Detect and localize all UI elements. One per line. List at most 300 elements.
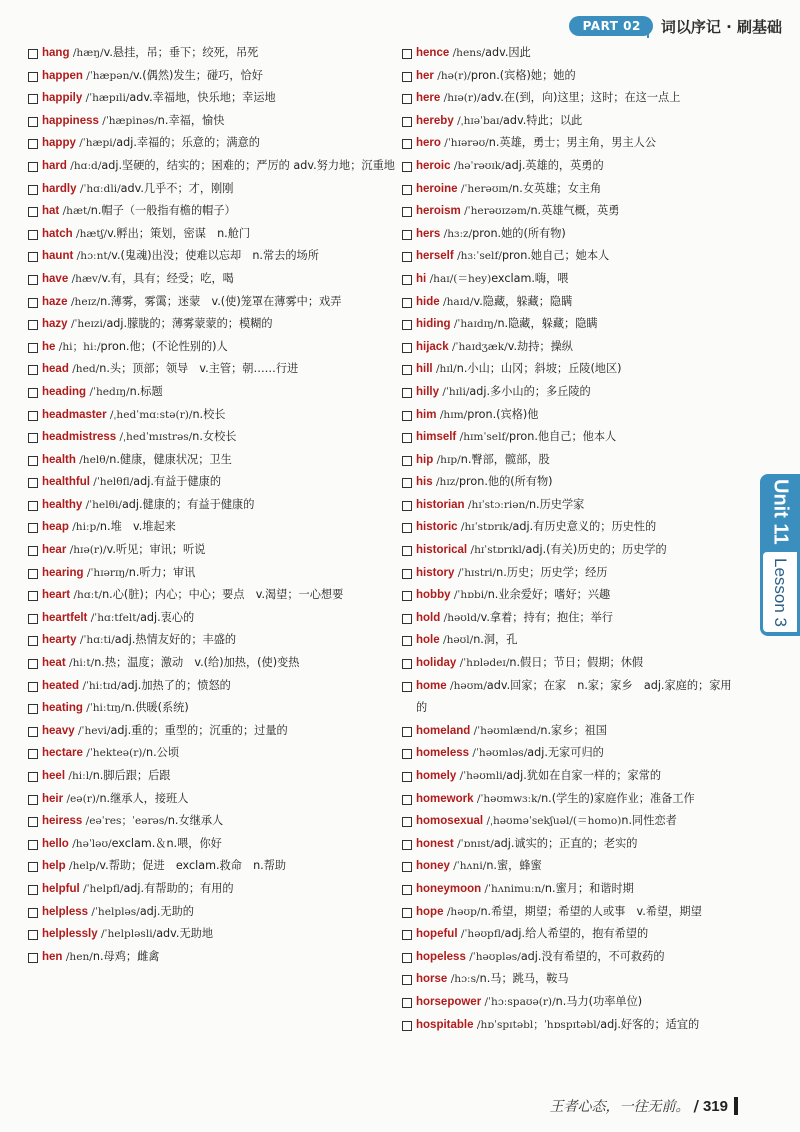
vocab-word: hospitable	[416, 1018, 474, 1031]
vocab-definition: adj.没有希望的，不可救药的	[520, 949, 665, 963]
vocab-definition: adj.有帮助的；有用的	[123, 881, 234, 895]
vocab-definition: v.劫持；操纵	[507, 339, 573, 353]
vocab-phonetic: /ˈhɑːti/	[76, 634, 115, 647]
vocab-entry	[28, 42, 396, 65]
vocab-definition: adv.幸福地，快乐地；幸运地	[129, 91, 276, 105]
vocab-entry	[402, 607, 732, 630]
checkbox[interactable]	[28, 908, 38, 918]
checkbox[interactable]	[402, 275, 412, 285]
checkbox[interactable]	[402, 365, 412, 375]
checkbox[interactable]	[28, 320, 38, 330]
vocab-phonetic: /hɑːt/	[70, 589, 103, 602]
checkbox[interactable]	[28, 795, 38, 805]
vocab-phonetic: /hɔːs/	[447, 973, 480, 986]
vocab-word: hip	[416, 453, 434, 466]
left-column	[28, 42, 396, 968]
checkbox[interactable]	[402, 908, 412, 918]
vocab-entry	[28, 426, 396, 449]
vocab-word: hang	[42, 47, 70, 59]
checkbox[interactable]	[402, 433, 412, 443]
vocab-entry	[28, 155, 396, 178]
checkbox[interactable]	[28, 569, 38, 579]
vocab-definition: adj.热情友好的；丰盛的	[114, 633, 237, 647]
vocab-definition: n.马力(功率单位)	[555, 994, 643, 1008]
vocab-entry	[28, 404, 396, 427]
vocab-word: have	[42, 272, 69, 285]
checkbox[interactable]	[28, 117, 38, 127]
vocab-phonetic: /ˈhæpɪli/	[82, 92, 130, 105]
vocab-entry	[402, 268, 732, 291]
checkbox[interactable]	[402, 682, 412, 692]
vocab-definition: n.臀部，髋部，股	[460, 452, 550, 466]
vocab-phonetic: /ˈhɪərɪŋ/	[83, 566, 129, 579]
vocab-phonetic: /hə(r)/	[433, 69, 471, 82]
vocab-word: holiday	[416, 657, 457, 670]
vocab-definition: n.业余爱好；嗜好；兴趣	[487, 588, 611, 602]
vocab-word: heap	[42, 521, 69, 534]
checkbox[interactable]	[28, 72, 38, 82]
vocab-word: health	[42, 453, 76, 466]
vocab-entry	[402, 200, 732, 223]
vocab-word: head	[42, 363, 69, 376]
lesson-label: Lesson 3	[763, 552, 797, 632]
vocab-phonetic: /hæv/	[68, 272, 102, 285]
page-number-bar	[734, 1097, 738, 1115]
vocab-definition: adj.有益于健康的	[133, 475, 222, 489]
vocab-entry	[402, 494, 732, 517]
vocab-entry	[402, 223, 732, 246]
vocab-word: heart	[42, 589, 71, 602]
vocab-definition: n.家乡；祖国	[540, 723, 607, 737]
vocab-definition: n.继承人，接班人	[99, 791, 189, 805]
vocab-definition: adj.衷心的	[140, 610, 195, 624]
checkbox[interactable]	[28, 343, 38, 353]
vocab-entry	[402, 562, 732, 585]
vocab-definition: n.母鸡；雌禽	[92, 949, 160, 963]
vocab-word: heir	[42, 792, 64, 805]
vocab-word: hatch	[42, 227, 73, 240]
vocab-phonetic: /hɪə(r)/	[66, 544, 107, 557]
vocab-entry	[402, 178, 732, 201]
checkbox[interactable]	[28, 478, 38, 488]
vocab-phonetic: /hɜːz/	[440, 227, 473, 240]
vocab-phonetic: /ˈhɪli/	[439, 385, 470, 398]
vocab-entry	[402, 404, 732, 427]
checkbox[interactable]	[28, 411, 38, 421]
vocab-entry	[402, 968, 732, 991]
vocab-phonetic: /ˈheɪzi/	[67, 318, 107, 331]
checkbox[interactable]	[402, 230, 412, 240]
vocab-entry	[402, 901, 732, 924]
vocab-definition: n.历史学家	[528, 497, 585, 511]
vocab-phonetic: /hens/	[449, 47, 486, 59]
vocab-phonetic: /hɪə(r)/	[440, 92, 481, 105]
vocab-word: horsepower	[416, 995, 482, 1008]
vocab-entry	[28, 901, 396, 924]
checkbox[interactable]	[402, 659, 412, 669]
vocab-definition: n.希望，期望；希望的人或事 v.希望，期望	[480, 904, 702, 918]
checkbox[interactable]	[402, 117, 412, 127]
vocab-entry	[402, 675, 732, 720]
vocab-entry	[28, 268, 396, 291]
vocab-definition: n.洞，孔	[473, 633, 518, 647]
vocab-definition: v.拿着；持有；抱住；举行	[480, 610, 613, 624]
checkbox[interactable]	[28, 49, 38, 59]
checkbox[interactable]	[402, 636, 412, 646]
vocab-word: hold	[416, 611, 441, 624]
checkbox[interactable]	[402, 727, 412, 737]
checkbox[interactable]	[28, 365, 38, 375]
checkbox[interactable]	[28, 523, 38, 533]
vocab-word: hiding	[416, 318, 451, 331]
vocab-definition: v.(偶然)发生；碰巧，恰好	[132, 68, 263, 82]
vocab-phonetic: /ˈhelθfl/	[89, 476, 134, 489]
checkbox[interactable]	[28, 456, 38, 466]
vocab-entry	[28, 742, 396, 765]
vocab-entry	[402, 855, 732, 878]
vocab-phonetic: /ˈhɒlədeɪ/	[456, 657, 510, 670]
vocab-entry	[402, 87, 732, 110]
checkbox[interactable]	[402, 749, 412, 759]
vocab-word: hello	[42, 837, 69, 850]
vocab-phonetic: /ˌhəʊməˈsekʃuəl/(＝homo)	[483, 815, 622, 828]
vocab-word: hearty	[42, 634, 77, 647]
checkbox[interactable]	[28, 862, 38, 872]
vocab-phonetic: /ˌhedˈmɪstrəs/	[116, 431, 193, 444]
vocab-word: heavy	[42, 724, 75, 737]
vocab-phonetic: /hæŋ/	[69, 47, 104, 59]
checkbox[interactable]	[402, 546, 412, 556]
vocab-word: heading	[42, 385, 87, 398]
vocab-entry	[402, 652, 732, 675]
vocab-phonetic: /helθ/	[75, 453, 110, 466]
checkbox[interactable]	[402, 478, 412, 488]
vocab-entry	[28, 675, 396, 698]
vocab-definition: n.假日；节日；假期；休假	[509, 656, 644, 670]
vocab-definition: v.(鬼魂)出没；使难以忘却 n.常去的场所	[111, 249, 319, 263]
checkbox[interactable]	[402, 795, 412, 805]
vocab-definition: n.热；温度；激动 v.(给)加热，(使)变热	[94, 656, 300, 670]
checkbox[interactable]	[402, 569, 412, 579]
vocab-word: heel	[42, 770, 66, 782]
checkbox[interactable]	[402, 456, 412, 466]
vocab-word: haunt	[42, 250, 74, 263]
checkbox[interactable]	[402, 975, 412, 985]
vocab-definition: adv.无助地	[156, 927, 214, 941]
checkbox[interactable]	[28, 953, 38, 963]
checkbox[interactable]	[402, 591, 412, 601]
vocab-definition: n.脚后跟；后跟	[92, 769, 171, 782]
vocab-phonetic: /hɪˈstɒrɪkl/	[467, 544, 526, 557]
checkbox[interactable]	[402, 772, 412, 782]
checkbox[interactable]	[28, 162, 38, 172]
vocab-entry	[402, 991, 732, 1014]
checkbox[interactable]	[28, 252, 38, 262]
checkbox[interactable]	[28, 275, 38, 285]
checkbox[interactable]	[402, 72, 412, 82]
vocab-definition: adj.重的；重型的；沉重的；过量的	[110, 723, 288, 737]
vocab-entry	[28, 178, 396, 201]
checkbox[interactable]	[402, 162, 412, 172]
vocab-definition: adv.因此	[485, 46, 531, 59]
vocab-definition: adv.特此；以此	[503, 113, 583, 127]
vocab-phonetic: /hɒˈspɪtəbl；ˈhɒspɪtəbl/	[473, 1018, 601, 1031]
checkbox[interactable]	[402, 614, 412, 624]
vocab-phonetic: /ˈhəʊmwɜːk/	[473, 792, 542, 805]
vocab-definition: n.女英雄；女主角	[512, 181, 602, 195]
checkbox[interactable]	[28, 433, 38, 443]
checkbox[interactable]	[402, 998, 412, 1008]
vocab-word: homeland	[416, 724, 471, 737]
vocab-definition: n.薄雾，雾霭；迷蒙 v.(使)笼罩在薄雾中；戏弄	[100, 294, 342, 308]
vocab-entry	[402, 539, 732, 562]
vocab-entry	[28, 810, 396, 833]
vocab-word: heroic	[416, 159, 451, 172]
vocab-word: happen	[42, 69, 83, 82]
checkbox[interactable]	[402, 523, 412, 533]
checkbox[interactable]	[28, 388, 38, 398]
vocab-definition: adj.朦胧的；薄雾蒙蒙的；模糊的	[106, 317, 273, 331]
vocab-entry	[402, 765, 732, 788]
checkbox[interactable]	[402, 388, 412, 398]
vocab-phonetic: /ˈhʌnimuːn/	[481, 882, 545, 895]
vocab-word: hard	[42, 159, 67, 172]
vocab-entry	[28, 720, 396, 743]
checkbox[interactable]	[402, 930, 412, 940]
vocab-definition: n.蜜月；和谐时期	[544, 881, 634, 895]
vocab-word: his	[416, 476, 433, 489]
vocab-entry	[402, 810, 732, 833]
checkbox[interactable]	[28, 298, 38, 308]
vocab-definition: adv.回家；在家 n.家；家乡 adj.家庭的；家用的	[416, 678, 732, 715]
checkbox[interactable]	[28, 682, 38, 692]
checkbox[interactable]	[402, 320, 412, 330]
vocab-phonetic: /ˈhʌni/	[449, 860, 487, 873]
vocab-phonetic: /ˈhɪərəʊ/	[440, 137, 489, 150]
vocab-word: historical	[416, 544, 468, 557]
vocab-word: help	[42, 860, 66, 873]
checkbox[interactable]	[28, 930, 38, 940]
vocab-entry	[402, 291, 732, 314]
vocab-definition: pron.他自己；他本人	[508, 430, 617, 444]
vocab-definition: adj.犹如在自家一样的；家常的	[506, 769, 662, 782]
checkbox[interactable]	[402, 343, 412, 353]
vocab-definition: exclam.＆n.喂，你好	[111, 836, 222, 850]
vocab-entry	[402, 629, 732, 652]
checkbox[interactable]	[28, 817, 38, 827]
vocab-entry	[28, 788, 396, 811]
checkbox[interactable]	[28, 230, 38, 240]
checkbox[interactable]	[28, 772, 38, 782]
vocab-word: him	[416, 408, 437, 421]
vocab-entry	[28, 697, 396, 720]
checkbox[interactable]	[28, 139, 38, 149]
vocab-definition: v.悬挂，吊；垂下；绞死，吊死	[103, 46, 259, 59]
vocab-phonetic: /həʊm/	[446, 679, 487, 692]
checkbox[interactable]	[402, 840, 412, 850]
checkbox[interactable]	[28, 727, 38, 737]
vocab-phonetic: /hɪmˈself/	[456, 431, 509, 444]
vocab-phonetic: /ˈhɑːdli/	[76, 182, 121, 195]
vocab-entry	[402, 946, 732, 969]
vocab-definition: adj.英雄的，英勇的	[504, 158, 604, 172]
vocab-word: helpless	[42, 905, 89, 918]
vocab-phonetic: /ˈherəʊɪzəm/	[460, 205, 531, 218]
vocab-word: helpful	[42, 882, 80, 895]
checkbox[interactable]	[402, 94, 412, 104]
vocab-word: honest	[416, 837, 454, 850]
checkbox[interactable]	[402, 298, 412, 308]
vocab-entry	[28, 923, 396, 946]
checkbox[interactable]	[402, 252, 412, 262]
checkbox[interactable]	[402, 1021, 412, 1031]
checkbox[interactable]	[402, 207, 412, 217]
vocab-phonetic: /hen/	[62, 950, 93, 963]
page-footer	[549, 1096, 738, 1116]
vocab-entry	[402, 110, 732, 133]
page-header	[569, 13, 782, 39]
checkbox[interactable]	[402, 185, 412, 195]
vocab-entry	[28, 516, 396, 539]
vocab-definition: n.校长	[192, 407, 226, 421]
vocab-word: hers	[416, 227, 441, 240]
vocab-word: here	[416, 92, 441, 105]
vocab-definition: adj.坚硬的，结实的；困难的；严厉的 adv.努力地；沉重地	[101, 158, 395, 172]
vocab-phonetic: /hɪz/	[432, 476, 459, 489]
checkbox[interactable]	[402, 953, 412, 963]
vocab-entry	[28, 584, 396, 607]
vocab-phonetic: /ˈɒnɪst/	[453, 837, 494, 850]
vocab-word: her	[416, 69, 434, 82]
vocab-definition: n.幸福，愉快	[157, 113, 225, 127]
vocab-word: happily	[42, 92, 83, 105]
checkbox[interactable]	[28, 749, 38, 759]
vocab-definition: n.女继承人	[167, 814, 224, 828]
vocab-phonetic: /ˈhedɪŋ/	[86, 385, 130, 398]
vocab-entry	[402, 358, 732, 381]
vocab-entry	[402, 516, 732, 539]
right-column	[402, 42, 732, 1036]
checkbox[interactable]	[28, 840, 38, 850]
checkbox[interactable]	[28, 185, 38, 195]
part-badge: PART 02	[569, 16, 653, 36]
page-number: 319	[702, 1097, 728, 1115]
vocab-entry	[402, 426, 732, 449]
checkbox[interactable]	[28, 546, 38, 556]
vocab-entry	[28, 562, 396, 585]
vocab-word: heiress	[42, 815, 83, 828]
vocab-word: headmaster	[42, 408, 107, 421]
vocab-phonetic: /heɪz/	[67, 295, 101, 308]
vocab-phonetic: /ˈhelpfl/	[79, 882, 124, 895]
vocab-word: hence	[416, 47, 450, 59]
vocab-phonetic: /help/	[65, 860, 100, 873]
vocab-phonetic: /ˈhɑːtfelt/	[87, 611, 141, 624]
vocab-definition: n.供暖(系统)	[124, 701, 189, 715]
vocab-word: headmistress	[42, 431, 117, 444]
vocab-word: heroine	[416, 182, 458, 195]
checkbox[interactable]	[402, 49, 412, 59]
vocab-definition: n.心(脏)；内心；中心；要点 v.渴望；一心想要	[102, 588, 344, 602]
vocab-phonetic: /ˈhɔːspaʊə(r)/	[481, 995, 556, 1008]
vocab-phonetic: /ˈhɒbi/	[450, 589, 488, 602]
vocab-entry	[402, 878, 732, 901]
vocab-definition: n.同性恋者	[621, 814, 677, 828]
vocab-definition: adj.有历史意义的；历史性的	[512, 520, 657, 534]
vocab-definition: n.小山；山冈；斜坡；丘陵(地区)	[456, 362, 622, 376]
vocab-phonetic: /hiːl/	[65, 770, 93, 782]
checkbox[interactable]	[402, 885, 412, 895]
vocab-word: helplessly	[42, 928, 98, 941]
vocab-phonetic: /ˈhelθi/	[82, 498, 122, 511]
vocab-entry	[402, 42, 732, 65]
vocab-word: hereby	[416, 114, 454, 127]
vocab-entry	[28, 245, 396, 268]
vocab-word: himself	[416, 431, 457, 444]
checkbox[interactable]	[28, 614, 38, 624]
checkbox[interactable]	[28, 94, 38, 104]
vocab-phonetic: /həʊl/	[439, 634, 474, 647]
checkbox[interactable]	[28, 591, 38, 601]
checkbox[interactable]	[28, 704, 38, 714]
vocab-phonetic: /ˈhəʊpfl/	[457, 928, 505, 941]
checkbox[interactable]	[402, 862, 412, 872]
checkbox[interactable]	[402, 817, 412, 827]
unit-label: Unit 11	[769, 479, 792, 545]
checkbox[interactable]	[28, 636, 38, 646]
vocab-entry	[402, 833, 732, 856]
vocab-word: hearing	[42, 566, 84, 579]
vocab-entry	[28, 833, 396, 856]
vocab-entry	[28, 313, 396, 336]
vocab-word: happiness	[42, 114, 99, 127]
checkbox[interactable]	[402, 411, 412, 421]
vocab-definition: n.(学生的)家庭作业；准备工作	[541, 791, 695, 805]
vocab-phonetic: /hed/	[68, 363, 100, 376]
vocab-phonetic: /eəˈres；ˈeərəs/	[82, 815, 168, 828]
vocab-phonetic: /hɔːnt/	[73, 250, 112, 263]
vocab-entry	[28, 946, 396, 969]
vocab-entry	[402, 742, 732, 765]
checkbox[interactable]	[28, 885, 38, 895]
vocab-phonetic: /haɪ/(＝hey)	[426, 272, 492, 285]
checkbox[interactable]	[28, 207, 38, 217]
vocab-entry	[28, 110, 396, 133]
vocab-phonetic: /hiːt/	[65, 657, 95, 670]
vocab-definition: n.公顷	[145, 746, 180, 760]
checkbox[interactable]	[402, 139, 412, 149]
vocab-word: home	[416, 679, 447, 692]
vocab-entry	[28, 132, 396, 155]
vocab-phonetic: /hɪˈstɒrɪk/	[457, 521, 513, 534]
vocab-phonetic: /ˈherəʊɪn/	[457, 182, 513, 195]
checkbox[interactable]	[402, 501, 412, 511]
vocab-word: hope	[416, 905, 444, 918]
vocab-definition: adv.几乎不；才，刚刚	[120, 181, 234, 195]
vocab-phonetic: /ˈhelpləsli/	[97, 928, 157, 941]
vocab-word: hazy	[42, 318, 68, 331]
vocab-entry	[28, 87, 396, 110]
vocab-phonetic: /ˈhekteə(r)/	[82, 747, 146, 760]
vocab-phonetic: /ˌhɪəˈbaɪ/	[453, 114, 504, 127]
vocab-word: happy	[42, 137, 76, 150]
vocab-phonetic: /ˈhevi/	[74, 724, 111, 737]
vocab-definition: adj.无助的	[139, 904, 194, 918]
vocab-word: hardly	[42, 182, 77, 195]
checkbox[interactable]	[28, 501, 38, 511]
checkbox[interactable]	[28, 659, 38, 669]
vocab-entry	[28, 223, 396, 246]
